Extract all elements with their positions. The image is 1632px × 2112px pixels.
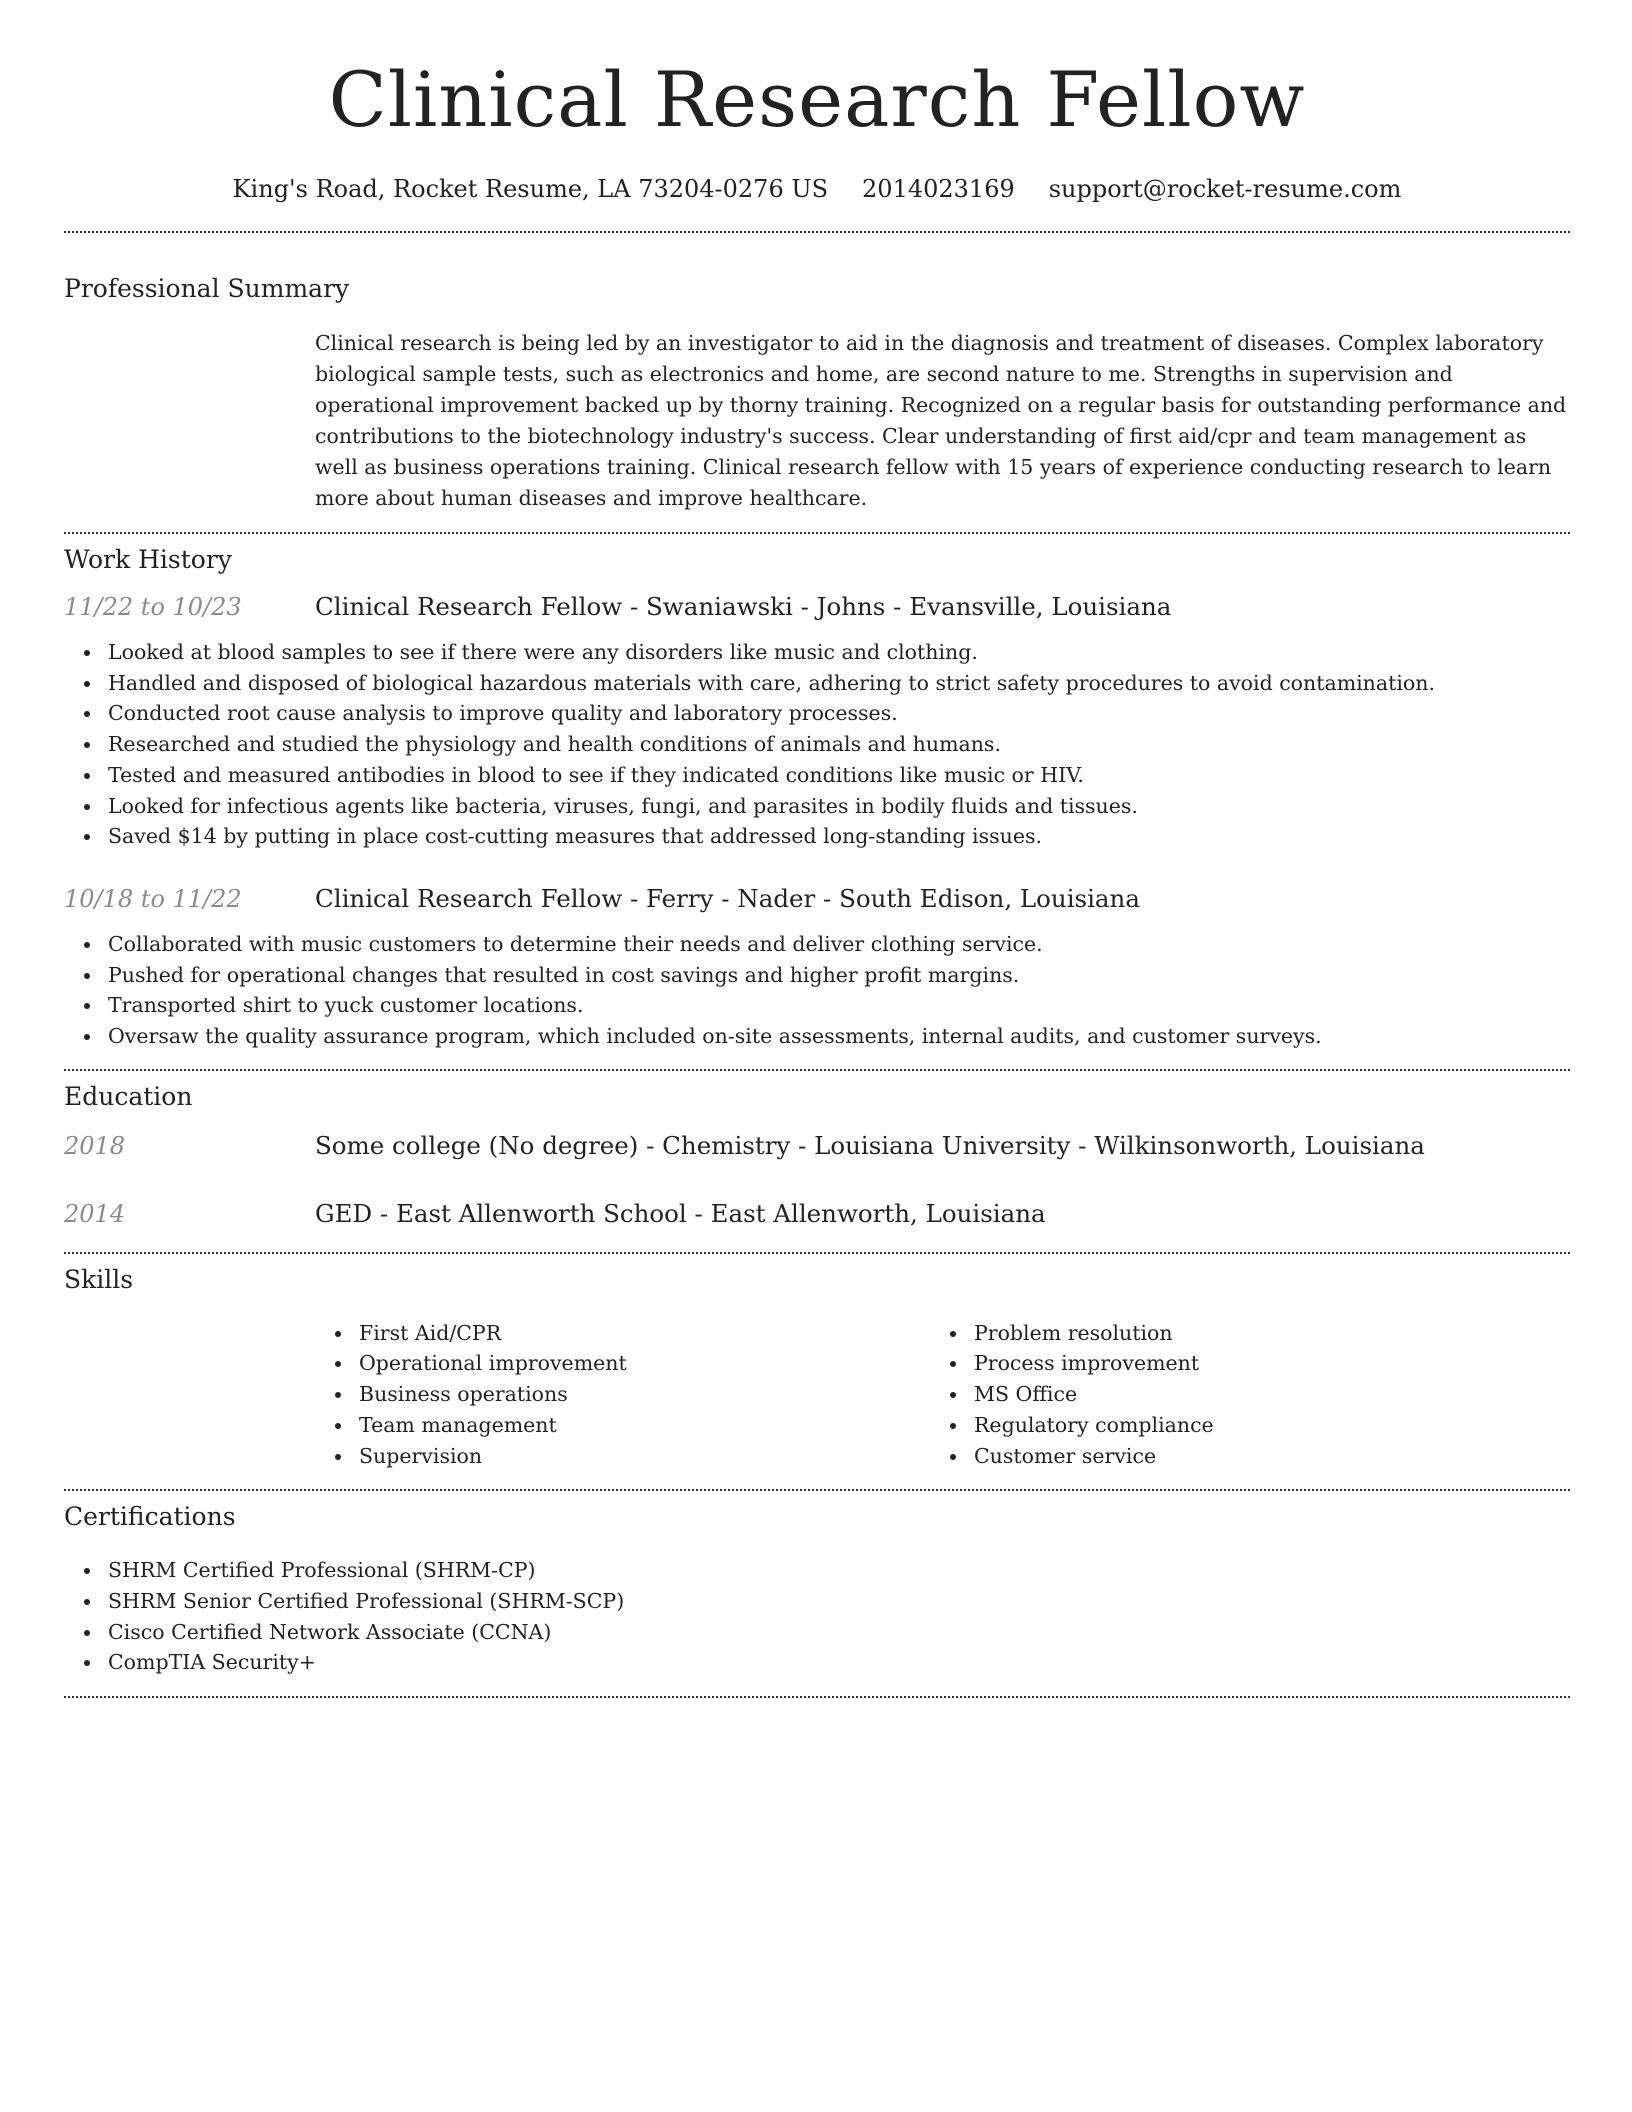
section-divider: [64, 1489, 1570, 1491]
skills-grid: [315, 1318, 1570, 1472]
education-text: Some college (No degree) - Chemistry - Louisiana University - Wilkinsonworth, Louisiana: [315, 1130, 1425, 1160]
resume-page: [64, 0, 1570, 1698]
email-text: support@rocket-resume.com: [1048, 175, 1402, 203]
skill-item: Problem resolution: [974, 1318, 1530, 1349]
job-bullet: Conducted root cause analysis to improve quality and laboratory processes.: [108, 698, 1570, 729]
section-divider: [64, 231, 1570, 233]
job-entry: [64, 590, 1570, 852]
work-history-section: [64, 544, 1570, 1052]
skills-section: [64, 1264, 1570, 1472]
job-title: Clinical Research Fellow - Swaniawski - Johns - Evansville, Louisiana: [315, 592, 1172, 621]
job-bullets: [64, 929, 1570, 1052]
job-bullet: Tested and measured antibodies in blood to see if they indicated conditions like music or HIV.: [108, 760, 1570, 791]
job-dates: 11/22 to 10/23: [64, 593, 242, 621]
phone-text: 2014023169: [862, 175, 1015, 203]
page-title: Clinical Research Fellow: [328, 55, 1306, 144]
education-entry: [64, 1129, 1570, 1163]
skill-item: Supervision: [359, 1441, 930, 1472]
job-bullet: Oversaw the quality assurance program, which included on-site assessments, internal audits, and customer surveys.: [108, 1021, 1570, 1052]
section-divider: [64, 1069, 1570, 1071]
section-title-certifications: Certifications: [64, 1502, 236, 1532]
address-text: King's Road, Rocket Resume, LA 73204-0276 US: [232, 175, 829, 203]
skills-list-right: [930, 1318, 1530, 1472]
skill-item: MS Office: [974, 1379, 1530, 1410]
job-bullet: Transported shirt to yuck customer locations.: [108, 990, 1570, 1021]
job-bullet: Looked for infectious agents like bacteria, viruses, fungi, and parasites in bodily fluids and tissues.: [108, 791, 1570, 822]
section-divider: [64, 1252, 1570, 1254]
summary-section: [64, 273, 1570, 514]
job-bullet: Saved $14 by putting in place cost-cutting measures that addressed long-standing issues.: [108, 821, 1570, 852]
section-title-education: Education: [64, 1081, 193, 1111]
skills-list-left: [315, 1318, 930, 1472]
skill-item: First Aid/CPR: [359, 1318, 930, 1349]
skill-item: Customer service: [974, 1441, 1530, 1472]
job-bullets: [64, 637, 1570, 852]
contact-line: [64, 174, 1570, 204]
section-divider: [64, 1696, 1570, 1698]
skill-item: Business operations: [359, 1379, 930, 1410]
job-bullet: Looked at blood samples to see if there were any disorders like music and clothing.: [108, 637, 1570, 668]
job-bullet: Handled and disposed of biological hazardous materials with care, adhering to strict safety procedures to avoid contamination.: [108, 668, 1570, 699]
certifications-section: [64, 1501, 1570, 1678]
education-text: GED - East Allenworth School - East Allenworth, Louisiana: [315, 1198, 1046, 1228]
skill-item: Regulatory compliance: [974, 1410, 1530, 1441]
education-year: 2018: [64, 1131, 126, 1160]
section-title-summary: Professional Summary: [64, 274, 350, 303]
job-header: [64, 882, 1570, 916]
section-title-work-history: Work History: [64, 545, 232, 574]
section-divider: [64, 532, 1570, 534]
certification-item: SHRM Senior Certified Professional (SHRM-SCP): [108, 1586, 1570, 1617]
skill-item: Operational improvement: [359, 1348, 930, 1379]
certification-item: CompTIA Security+: [108, 1647, 1570, 1678]
job-dates: 10/18 to 11/22: [64, 884, 242, 913]
summary-text: Clinical research is being led by an investigator to aid in the diagnosis and treatment of diseases. Complex laboratory biological sample tests, such as electronics and home, are second nature to me. Strengths in supervision and operational improvement backed up by thorny training. Recognized on a regular basis for outstanding performance and contributions to the biotechnology industry's success. Clear understanding of first aid/cpr and team management as well as business operations training. Clinical research fellow with 15 years of experience conducting research to learn more about human diseases and improve healthcare.: [315, 331, 1567, 510]
certification-item: SHRM Certified Professional (SHRM-CP): [108, 1555, 1570, 1586]
education-section: [64, 1081, 1570, 1231]
skill-item: Process improvement: [974, 1348, 1530, 1379]
skill-item: Team management: [359, 1410, 930, 1441]
job-title: Clinical Research Fellow - Ferry - Nader - South Edison, Louisiana: [315, 883, 1140, 913]
job-bullet: Researched and studied the physiology and health conditions of animals and humans.: [108, 729, 1570, 760]
education-year: 2014: [64, 1199, 126, 1228]
job-entry: [64, 882, 1570, 1052]
job-bullet: Collaborated with music customers to determine their needs and deliver clothing service.: [108, 929, 1570, 960]
certification-item: Cisco Certified Network Associate (CCNA): [108, 1617, 1570, 1648]
education-entry: [64, 1197, 1570, 1231]
certifications-list: [64, 1555, 1570, 1678]
job-bullet: Pushed for operational changes that resulted in cost savings and higher profit margins.: [108, 960, 1570, 991]
job-header: [64, 590, 1570, 624]
section-title-skills: Skills: [64, 1264, 134, 1294]
